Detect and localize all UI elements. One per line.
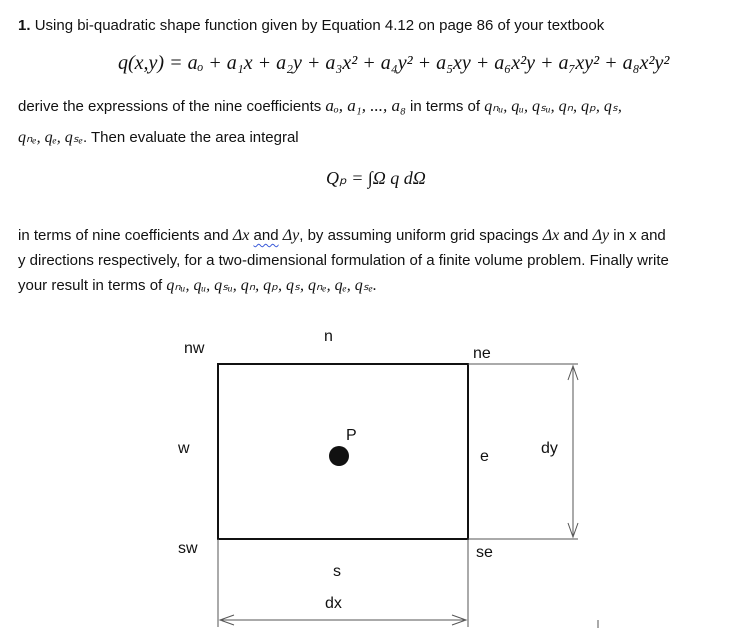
label-p: P: [346, 427, 357, 444]
derive-text: derive the expressions of the nine coefficients: [18, 98, 322, 115]
delta-y-2: Δy: [592, 227, 610, 244]
label-e: e: [480, 448, 489, 465]
label-se: se: [476, 544, 493, 561]
label-nw: nw: [184, 340, 205, 357]
para3-line1-a: in terms of nine coefficients and: [18, 227, 229, 244]
label-s: s: [333, 563, 341, 580]
and-word: and: [253, 227, 279, 244]
delta-x: Δx: [232, 227, 250, 244]
label-dy: dy: [541, 440, 558, 457]
para3-line2: y directions respectively, for a two-dimensional formulation of a finite volume problem. Finally write: [18, 252, 669, 269]
problem-number: 1.: [18, 17, 31, 34]
q-list-2: qₙₑ, qₑ, qₛₑ: [18, 129, 83, 146]
label-dx: dx: [325, 595, 342, 612]
label-w: w: [178, 440, 190, 457]
para3-line1-b: , by assuming uniform grid spacings: [299, 227, 539, 244]
para3-line1-c: in x and: [613, 227, 666, 244]
area-integral: Qₚ = ∫Ω q dΩ: [326, 168, 426, 188]
q-list-3: qₙᵤ, qᵤ, qₛᵤ, qₙ, qₚ, qₛ, qₙₑ, qₑ, qₛₑ.: [166, 277, 377, 294]
and-word-2: and: [563, 227, 589, 244]
label-n: n: [324, 328, 333, 345]
intro-text: Using bi-quadratic shape function given by Equation 4.12 on page 86 of your textbook: [34, 17, 605, 34]
node-p-dot: [329, 446, 349, 466]
coefficients: aₒ, a₁, ..., a₈: [325, 96, 406, 115]
delta-x-2: Δx: [542, 227, 560, 244]
evaluate-text: . Then evaluate the area integral: [82, 129, 299, 146]
label-ne: ne: [473, 345, 491, 362]
in-terms-of-text: in terms of: [410, 98, 481, 115]
shape-function-equation: q(x,y) = aₒ + a₁x + a₂y + a₃x² + a₄y² + a₅xy + a₆x²y + a₇xy² + a₈x²y²: [118, 52, 670, 74]
q-list-1: qₙᵤ, qᵤ, qₛᵤ, qₙ, qₚ, qₛ,: [484, 98, 622, 115]
para3-line3-text: your result in terms of: [18, 277, 163, 294]
label-sw: sw: [178, 540, 198, 557]
delta-y: Δy: [282, 227, 300, 244]
